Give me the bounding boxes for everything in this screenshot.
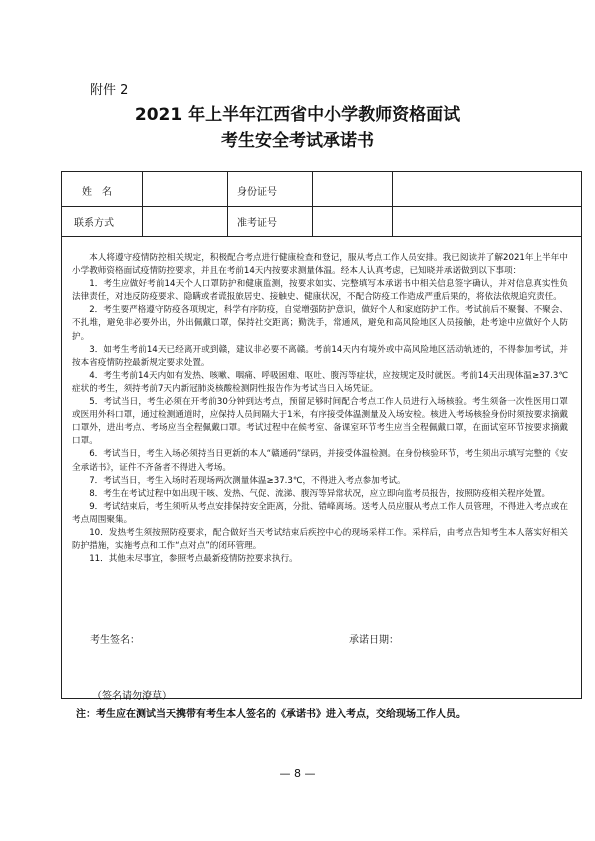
document-subtitle: 考生安全考试承诺书 xyxy=(221,131,374,151)
page-number: — 8 — xyxy=(279,767,316,780)
pledge-item: 8．考生在考试过程中如出现干咳、发热、气促、流涕、腹泻等异常状况，应立即向监考员报告，按照防疫相关程序处置。 xyxy=(89,488,551,499)
contact-label: 联系方式 xyxy=(74,218,114,229)
ticket-number-field[interactable] xyxy=(320,210,384,230)
pledge-item: 7．考试当日，考生入场时若现场两次测量体温≥37.3℃，不得进入考点参加考试。 xyxy=(89,475,406,486)
pledge-item: 5．考试当日，考生必须在开考前30分钟到达考点，预留足够时间配合考点工作人员进行入场核验。考生须备一次性医用口罩或医用外科口罩，通过检测通道时，应保持人员间隔大于1米，有序接受体温测量及入场安检。核进入考场核验身份时须按要求摘戴口罩外，进出考点、考场应当全程佩戴口罩。考试过程中在候考室、备课室环节考生应当全程佩戴口罩，在面试室环节按要求摘戴口罩。 xyxy=(72,397,568,447)
column-divider xyxy=(392,172,393,236)
pledge-item: 6．考试当日，考生入场必须持当日更新的本人“赣通码”绿码，并接受体温检测。在身份核验环节，考生须出示填写完整的《安全承诺书》，证件不齐备者不得进入考场。 xyxy=(72,449,568,473)
pledge-item: 2．考生要严格遵守防疫各项规定，科学有序防疫，自觉增强防护意识，做好个人和家庭防护工作。考试前后不聚餐、不聚会、不扎堆，避免非必要外出，外出佩戴口罩，保持社交距离；勤洗手，常通风，避免和高风险地区人员接触，赴考途中应做好个人防护。 xyxy=(72,305,568,342)
row-divider xyxy=(62,236,581,237)
column-divider xyxy=(227,172,228,236)
id-number-field[interactable] xyxy=(320,180,384,200)
pledge-item: 9．考试结束后，考生须听从考点安排保持安全距离，分批、错峰离场。送考人员应服从考点工作人员管理，不得进入考点或在考点周围聚集。 xyxy=(72,501,568,525)
document-title: 2021 年上半年江西省中小学教师资格面试 xyxy=(134,105,461,125)
attachment-label: 附件 2 xyxy=(90,83,129,98)
pledge-item: 11．其他未尽事宜，参照考点最新疫情防控要求执行。 xyxy=(89,554,298,565)
name-label: 姓 名 xyxy=(82,187,112,198)
row-divider xyxy=(62,206,581,207)
contact-field[interactable] xyxy=(157,210,219,230)
footer-note: 注：考生应在测试当天携带有考生本人签名的《承诺书》进入考点，交给现场工作人员。 xyxy=(76,709,466,720)
pledge-form xyxy=(61,171,582,702)
examinee-signature-field[interactable] xyxy=(152,627,302,647)
examinee-signature-label: 考生签名： xyxy=(90,635,140,646)
ticket-number-label: 准考证号 xyxy=(237,218,277,229)
pledge-item: 10．发热考生须按照防疫要求，配合做好当天考试结束后疾控中心的现场采样工作。采样后，由考点告知考生本人落实好相关防护措施，实施考点和工作“点对点”的闭环管理。 xyxy=(72,527,568,552)
pledge-intro: 本人将遵守疫情防控相关规定，积极配合考点进行健康检查和登记，服从考点工作人员安排。我已阅读并了解2021年上半年中小学教师资格面试疫情防控要求，并且在考前14天内按要求测量体温。经本人认真考虑，已知晓并承诺做到以下事项： xyxy=(72,253,568,277)
id-number-label: 身份证号 xyxy=(237,187,277,198)
pledge-date-label: 承诺日期： xyxy=(349,635,399,646)
signature-note: （签名请勿潦草） xyxy=(92,691,172,702)
pledge-item: 1．考生应做好考前14天个人口罩防护和健康监测，按要求如实、完整填写本承诺书中相关信息签字确认，并对信息真实性负法律责任，对违反防疫要求、隐瞒或者谎报旅居史、接触史、健康状况，不配合防疫工作造成严重后果的，将依法依规追究责任。 xyxy=(72,279,568,303)
name-field[interactable] xyxy=(157,180,219,200)
pledge-item: 3．如考生考前14天已经离开或到赣，建议非必要不离赣。考前14天内有境外或中高风险地区活动轨迹的，不得参加考试，并按本省疫情防控最新规定要求处置。 xyxy=(72,344,568,368)
column-divider xyxy=(312,172,313,236)
pledge-text xyxy=(72,252,568,566)
column-divider xyxy=(142,172,143,236)
pledge-date-field[interactable] xyxy=(407,627,557,647)
pledge-item: 4．考生考前14天内如有发热、咳嗽、咽痛、呼吸困难、呕吐、腹泻等症状，应按规定及时就医。考前14天出现体温≥37.3℃症状的考生，须持考前7天内新冠肺炎核酸检测阴性报告作为考试当日入场凭证。 xyxy=(72,370,568,394)
